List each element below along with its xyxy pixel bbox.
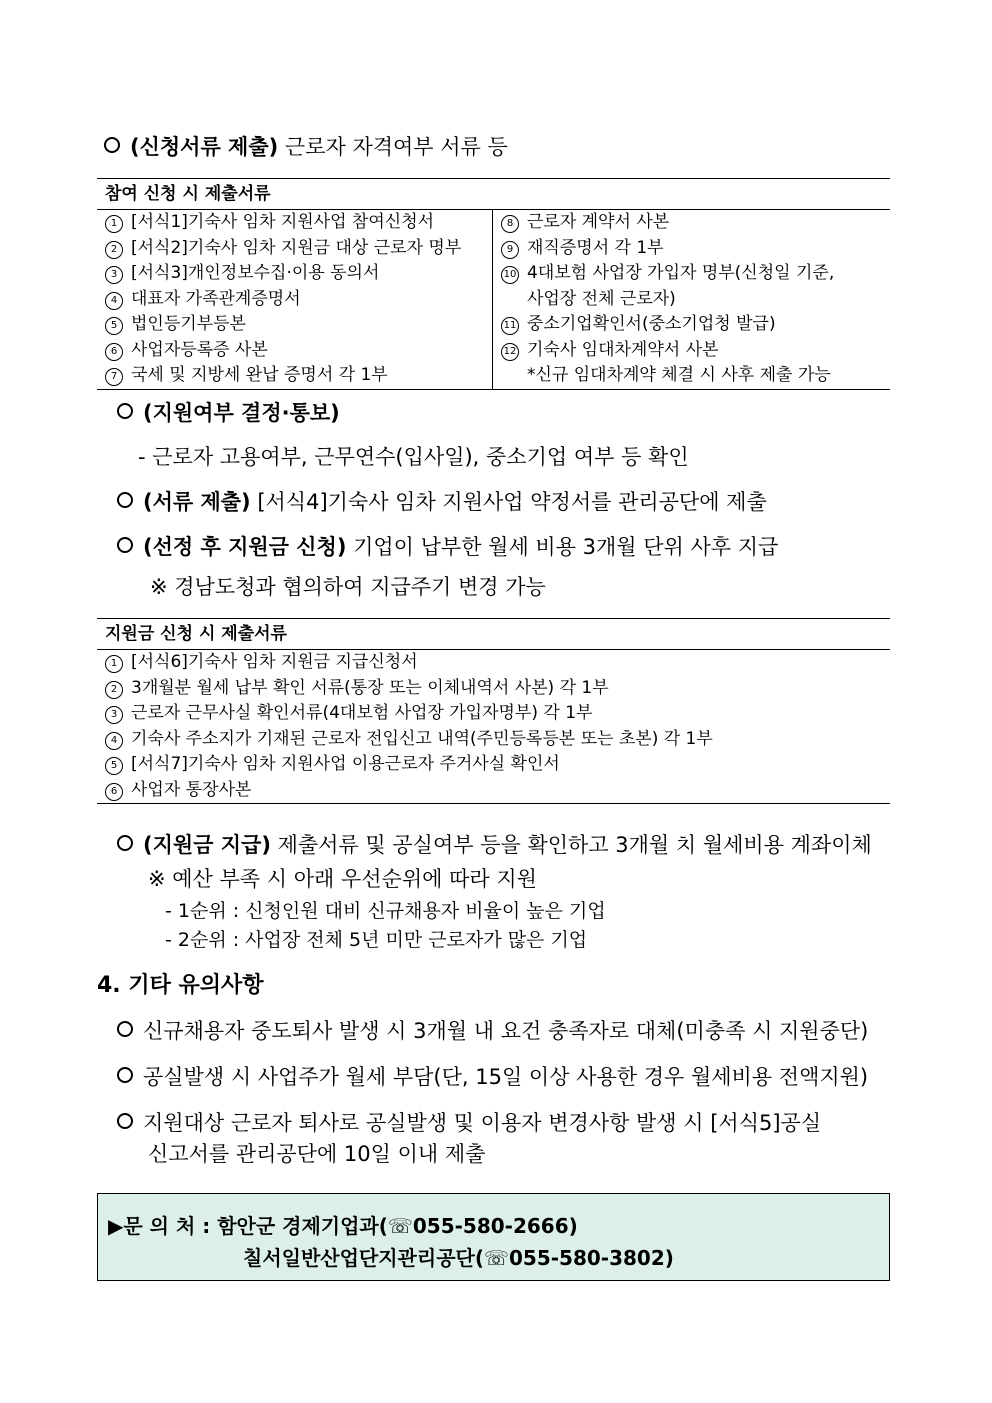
table-header: 지원금 신청 시 제출서류 xyxy=(97,619,890,650)
table-left-column xyxy=(97,210,493,389)
list-item-text: 기숙사 주소지가 기재된 근로자 전입신고 내역(주민등록등본 또는 초본) 각 1부 xyxy=(131,728,713,749)
table-right-column xyxy=(493,210,890,389)
list-item-text: 4대보험 사업장 가입자 명부(신청일 기준, xyxy=(527,263,835,283)
subsidy-docs-table xyxy=(97,618,890,804)
section4-note: ※ 경남도청과 협의하여 지급주기 변경 가능 xyxy=(150,575,546,599)
circle-bullet-icon xyxy=(117,492,133,508)
list-item xyxy=(105,676,890,702)
table-rows xyxy=(97,650,890,803)
list-item xyxy=(105,363,492,389)
list-item-text: 중소기업확인서(중소기업청 발급) xyxy=(527,314,776,334)
circled-number-icon: 4 xyxy=(105,292,123,310)
list-item-text: 사업장 전체 근로자) xyxy=(527,288,676,309)
circled-number-icon: 6 xyxy=(105,783,123,801)
contact-line-2: 칠서일반산업단지관리공단(☏055-580-3802) xyxy=(243,1246,674,1270)
section-subsidy-application: (선정 후 지원금 신청) 기업이 납부한 월세 비용 3개월 단위 사후 지급 xyxy=(117,534,778,560)
list-item-text: 대표자 가족관계증명서 xyxy=(131,288,301,309)
circled-number-icon: 12 xyxy=(501,343,519,361)
list-item xyxy=(105,338,492,364)
section2-detail: - 근로자 고용여부, 근무연수(입사일), 중소기업 여부 등 확인 xyxy=(138,445,689,469)
contact-box xyxy=(97,1193,890,1281)
list-item xyxy=(501,210,890,236)
circle-bullet-icon xyxy=(117,835,133,851)
note-item-3-continued: 신고서를 관리공단에 10일 이내 제출 xyxy=(148,1142,486,1166)
list-item xyxy=(501,312,890,338)
list-item-text: [서식1]기숙사 임차 지원사업 참여신청서 xyxy=(131,212,435,232)
apply-docs-table xyxy=(97,178,890,390)
note-item-2: 공실발생 시 사업주가 월세 부담(단, 15일 이상 사용한 경우 월세비용 전액지원) xyxy=(117,1064,868,1090)
circle-bullet-icon xyxy=(117,1067,133,1083)
priority-item-1: - 1순위 : 신청인원 대비 신규채용자 비율이 높은 기업 xyxy=(165,900,606,922)
note-item-1: 신규채용자 중도퇴사 발생 시 3개월 내 요건 충족자로 대체(미충족 시 지원중단) xyxy=(117,1018,868,1044)
section-selection-notice: (지원여부 결정·통보) xyxy=(117,400,340,426)
list-item-text: 사업자등록증 사본 xyxy=(131,339,268,360)
list-item xyxy=(105,261,492,287)
circled-number-icon: 2 xyxy=(105,681,123,699)
list-item xyxy=(105,778,890,804)
list-item xyxy=(105,210,492,236)
circled-number-icon: 5 xyxy=(105,317,123,335)
list-item xyxy=(105,727,890,753)
list-item xyxy=(501,287,890,313)
circled-number-icon: 3 xyxy=(105,266,123,284)
circled-number-icon: 1 xyxy=(105,215,123,233)
circle-bullet-icon xyxy=(117,403,133,419)
section-subsidy-payment: (지원금 지급) 제출서류 및 공실여부 등을 확인하고 3개월 치 월세비용 계좌이체 xyxy=(117,832,872,858)
circle-bullet-icon xyxy=(117,1113,133,1129)
priority-item-2: - 2순위 : 사업장 전체 5년 미만 근로자가 많은 기업 xyxy=(165,929,588,951)
circled-number-icon: 7 xyxy=(105,368,123,386)
list-item xyxy=(105,701,890,727)
list-item-text: 재직증명서 각 1부 xyxy=(527,237,664,258)
list-item-text: [서식2]기숙사 임차 지원금 대상 근로자 명부 xyxy=(131,237,462,258)
note-item-3: 지원대상 근로자 퇴사로 공실발생 및 이용자 변경사항 발생 시 [서식5]공실 xyxy=(117,1110,821,1136)
circled-number-icon: 9 xyxy=(501,241,519,259)
list-item xyxy=(501,261,890,287)
circle-bullet-icon xyxy=(117,537,133,553)
list-item xyxy=(501,236,890,262)
circle-bullet-icon xyxy=(117,1021,133,1037)
list-item-text: 근로자 계약서 사본 xyxy=(527,212,670,232)
list-item-text: 기숙사 임대차계약서 사본 xyxy=(527,339,719,360)
list-item-text: 사업자 통장사본 xyxy=(131,779,252,800)
list-item-text: [서식7]기숙사 임차 지원사업 이용근로자 주거사실 확인서 xyxy=(131,754,560,774)
list-item-text: [서식6]기숙사 임차 지원금 지급신청서 xyxy=(131,652,418,672)
circled-number-icon: 3 xyxy=(105,706,123,724)
section-apply-docs: (신청서류 제출) 근로자 자격여부 서류 등 xyxy=(104,134,508,160)
circled-number-icon: 4 xyxy=(105,732,123,750)
circled-number-icon: 8 xyxy=(501,215,519,233)
circled-number-icon: 11 xyxy=(501,317,519,335)
section-submit-agreement: (서류 제출) [서식4]기숙사 임차 지원사업 약정서를 관리공단에 제출 xyxy=(117,489,767,515)
table-header: 참여 신청 시 제출서류 xyxy=(97,179,890,210)
circled-number-icon: 2 xyxy=(105,241,123,259)
list-item-text: 법인등기부등본 xyxy=(131,314,246,334)
circled-number-icon: 6 xyxy=(105,343,123,361)
list-item xyxy=(105,312,492,338)
list-item xyxy=(105,650,890,676)
list-item xyxy=(105,287,492,313)
list-item-text: 국세 및 지방세 완납 증명서 각 1부 xyxy=(131,365,388,385)
circled-number-icon: 1 xyxy=(105,655,123,673)
circled-number-icon: 10 xyxy=(501,266,519,284)
list-item-text: *신규 임대차계약 체결 시 사후 제출 가능 xyxy=(527,365,831,385)
list-item xyxy=(105,752,890,778)
list-item xyxy=(501,363,890,389)
contact-line-1: ▶문 의 처 : 함안군 경제기업과(☏055-580-2666) xyxy=(108,1214,578,1238)
section5-note: ※ 예산 부족 시 아래 우선순위에 따라 지원 xyxy=(148,867,537,891)
list-item xyxy=(501,338,890,364)
list-item-text: [서식3]개인정보수집·이용 동의서 xyxy=(131,263,380,283)
list-item-text: 근로자 근무사실 확인서류(4대보험 사업장 가입자명부) 각 1부 xyxy=(131,703,593,723)
circle-bullet-icon xyxy=(104,137,120,153)
section-heading-other-notes: 4. 기타 유의사항 xyxy=(97,973,264,998)
circled-number-icon: 5 xyxy=(105,757,123,775)
list-item xyxy=(105,236,492,262)
list-item-text: 3개월분 월세 납부 확인 서류(통장 또는 이체내역서 사본) 각 1부 xyxy=(131,677,609,698)
